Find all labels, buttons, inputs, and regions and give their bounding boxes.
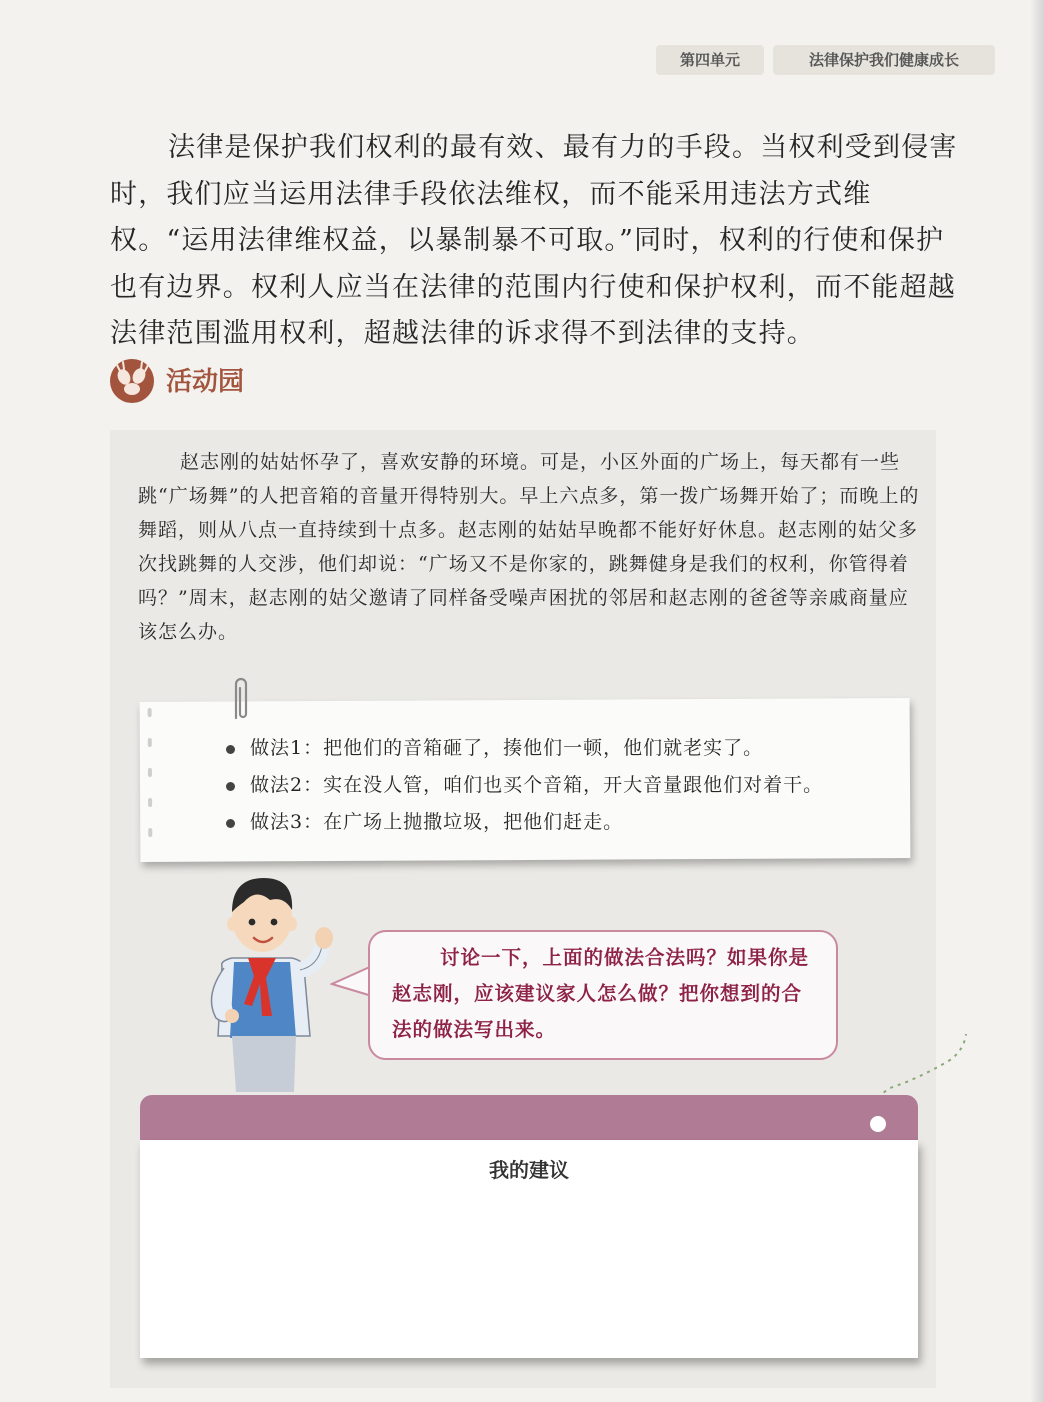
story-text: 赵志刚的姑姑怀孕了，喜欢安静的环境。可是，小区外面的广场上，每天都有一些跳“广场舞”的人把音箱的音量开得特别大。早上六点多，第一拨广场舞开始了；而晚上的舞蹈，则从八点一直持续到十点多。赵志刚的姑姑早晚都不能好好休息。赵志刚的姑父多次找跳舞的人交涉，他们却说：“广场又不是你家的，跳舞健身是我们的权利，你管得着吗？”周末，赵志刚的姑父邀请了同样备受噪声困扰的邻居和赵志刚的爸爸等亲戚商量应该怎么办。	[138, 451, 920, 643]
chapter-title: 法律保护我们健康成长	[773, 45, 995, 75]
method-item: 做法2：实在没人管，咱们也买个音箱，开大音量跟他们对着干。	[222, 767, 823, 804]
card-hole	[870, 1116, 886, 1132]
activity-title: 活动园	[166, 367, 245, 397]
main-paragraph: 法律是保护我们权利的最有效、最有力的手段。当权利受到侵害时，我们应当运用法律手段依法维权，而不能采用违法方式维权。“运用法律维权益，以暴制暴不可取。”同时，权利的行使和保护也有边界。权利人应当在法律的范围内行使和保护权利，而不能超越法律范围滥用权利，超越法律的诉求得不到法律的支持。	[110, 132, 958, 349]
paperclip-icon	[230, 674, 252, 724]
methods-list	[222, 730, 823, 841]
hands-activity-icon	[108, 357, 156, 405]
suggestion-card-header	[140, 1095, 918, 1141]
method-item: 做法1：把他们的音箱砸了，揍他们一顿，他们就老实了。	[222, 730, 823, 767]
boy-illustration	[192, 866, 342, 1092]
suggestion-card-title: 我的建议	[489, 1158, 569, 1182]
unit-label: 第四单元	[656, 45, 764, 75]
discussion-question: 讨论一下，上面的做法合法吗？如果你是赵志刚，应该建议家人怎么做？把你想到的合法的做法写出来。	[392, 946, 810, 1041]
page-edge-shadow	[1030, 0, 1044, 1402]
method-item: 做法3：在广场上抛撒垃圾，把他们赶走。	[222, 804, 823, 841]
